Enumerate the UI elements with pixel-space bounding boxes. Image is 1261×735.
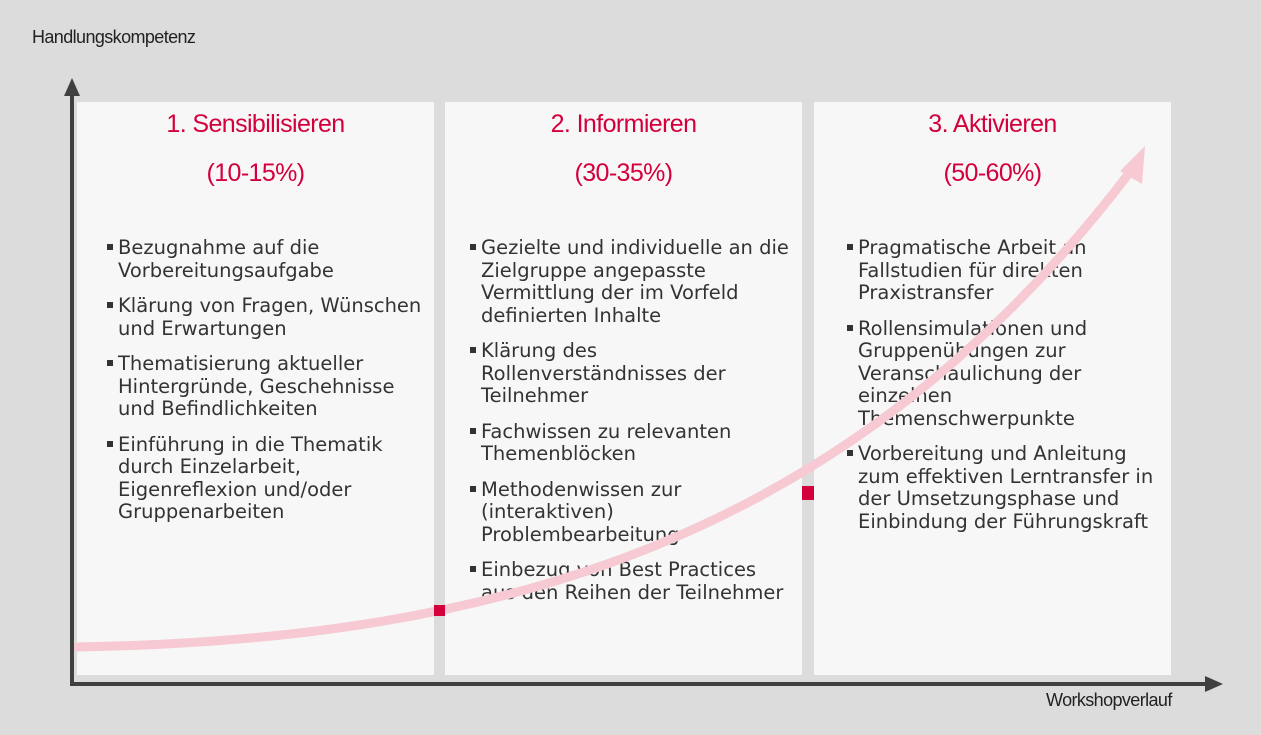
x-axis-arrowhead-icon [1205, 676, 1223, 692]
list-item: Thematisierung aktueller Hintergründe, Geschehnisse und Befindlichkeiten [107, 353, 427, 421]
phase-title: 2. Informieren [550, 110, 697, 138]
phase-panel-sensibilisieren [77, 102, 434, 675]
curve-gap-marker [434, 605, 445, 616]
phase-panel-informieren [445, 102, 802, 675]
list-item: Gezielte und individuelle an die Zielgruppe angepasste Vermittlung der im Vorfeld definierten Inhalte [470, 237, 795, 327]
phase-items [107, 237, 427, 537]
list-item: Einbezug von Best Practices aus den Reihen der Teilnehmer [470, 559, 795, 604]
phase-percent: (10-15%) [206, 159, 305, 187]
phase-items [847, 237, 1167, 546]
list-item: Vorbereitung und Anleitung zum effektiven Lerntransfer in der Umsetzungsphase und Einbindung der Führungskraft [847, 443, 1167, 533]
y-axis-arrowhead-icon [64, 78, 80, 96]
phase-title: 1. Sensibilisieren [166, 110, 345, 138]
phase-percent: (30-35%) [574, 159, 673, 187]
list-item: Pragmatische Arbeit an Fallstudien für direkten Praxistransfer [847, 237, 1167, 305]
phase-panel-aktivieren [814, 102, 1171, 675]
y-axis-label: Handlungskompetenz [32, 27, 196, 47]
list-item: Einführung in die Thematik durch Einzelarbeit, Eigenreflexion und/oder Gruppenarbeiten [107, 434, 427, 524]
list-item: Rollensimulationen und Gruppenübungen zur Veranschaulichung der einzelnen Themenschwerpunkte [847, 318, 1167, 431]
list-item: Klärung des Rollenverständnisses der Teilnehmer [470, 340, 795, 408]
list-item: Methodenwissen zur (interaktiven) Problembearbeitung [470, 479, 795, 547]
phase-percent: (50-60%) [943, 159, 1042, 187]
list-item: Fachwissen zu relevanten Themenblöcken [470, 421, 795, 466]
list-item: Bezugnahme auf die Vorbereitungsaufgabe [107, 237, 427, 282]
phase-title: 3. Aktivieren [928, 110, 1057, 138]
x-axis-label: Workshopverlauf [1046, 690, 1172, 710]
list-item: Klärung von Fragen, Wünschen und Erwartungen [107, 295, 427, 340]
curve-gap-marker [802, 486, 814, 500]
phase-items [470, 237, 795, 617]
